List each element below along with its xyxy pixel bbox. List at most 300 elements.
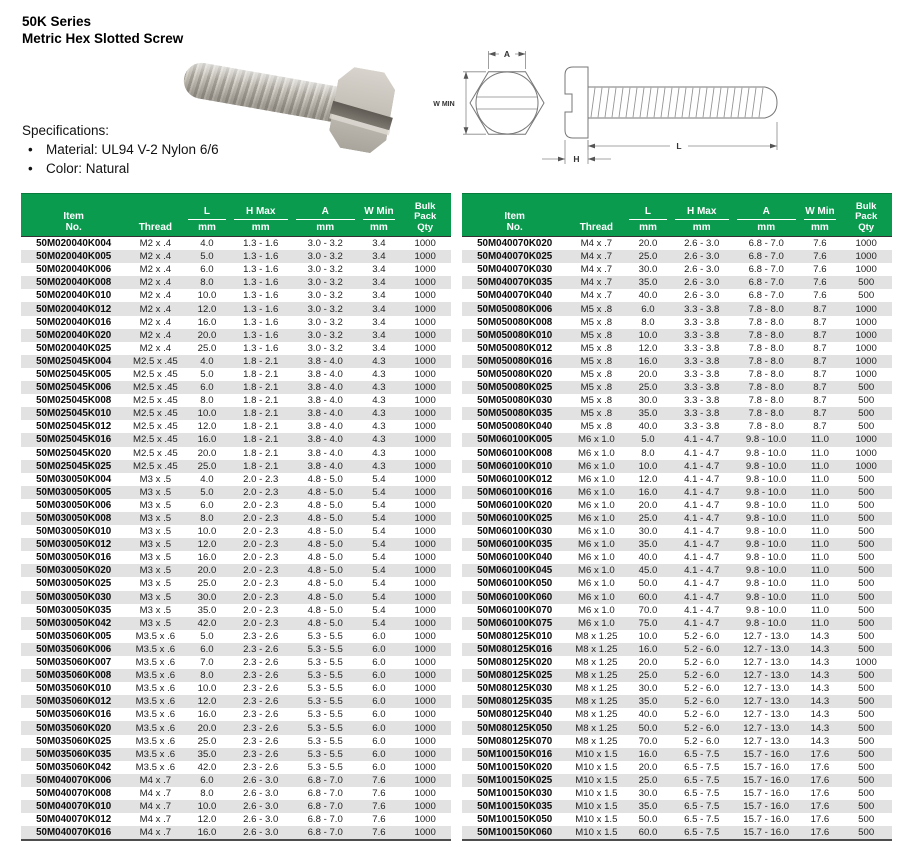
thread: M2.5 x .45 [132,395,178,407]
w-min-mm: 11.0 [810,434,829,446]
col-header-thread: Thread [126,194,184,237]
table-row [21,682,451,695]
length-mm: 42.0 [197,761,217,773]
h-max-mm: 1.3 - 1.6 [243,342,279,354]
item-no: 50M100150K030 [477,787,553,799]
item-no: 50M060100K010 [477,460,553,472]
a-mm: 6.8 - 7.0 [307,801,343,813]
bulk-pack-qty: 1000 [855,460,877,472]
table-row [21,826,451,840]
w-min-mm: 6.0 [372,696,386,708]
w-min-mm: 8.7 [813,368,827,380]
thread: M4 x .7 [580,264,613,276]
bulk-pack-qty: 1000 [855,251,877,263]
h-max-mm: 3.3 - 3.8 [684,382,720,394]
h-max-mm: 1.8 - 2.1 [243,434,279,446]
table-row [21,381,451,394]
length-mm: 50.0 [638,814,658,826]
thread: M3 x .5 [139,565,172,577]
thread: M8 x 1.25 [575,657,618,669]
bulk-pack-qty: 500 [858,526,875,538]
thread: M4 x .7 [139,787,172,799]
table-row [21,525,451,538]
length-mm: 20.0 [638,499,658,511]
dim-l-label: L [676,141,682,151]
length-mm: 6.0 [200,264,214,276]
a-mm: 4.8 - 5.0 [307,617,343,629]
table-row [21,813,451,826]
h-max-mm: 2.3 - 2.6 [243,748,279,760]
w-min-mm: 3.4 [372,329,386,341]
w-min-mm: 6.0 [372,748,386,760]
w-min-mm: 3.4 [372,251,386,263]
a-mm: 12.7 - 13.0 [743,709,790,721]
bulk-pack-qty: 1000 [414,329,436,341]
bulk-pack-qty: 1000 [855,329,877,341]
table-row [21,355,451,368]
item-no: 50M020040K016 [36,316,112,328]
w-min-mm: 6.0 [372,722,386,734]
bulk-pack-qty: 1000 [414,683,436,695]
w-min-mm: 7.6 [372,827,386,839]
a-mm: 7.8 - 8.0 [748,408,784,420]
table-row [462,250,892,263]
h-max-mm: 4.1 - 4.7 [684,460,720,472]
table-row [462,669,892,682]
bulk-pack-qty: 1000 [414,264,436,276]
thread: M3 x .5 [139,591,172,603]
length-mm: 16.0 [197,709,217,721]
length-mm: 12.0 [197,696,217,708]
table-row [462,604,892,617]
w-min-mm: 7.6 [813,264,827,276]
length-mm: 25.0 [638,670,658,682]
table-row [462,551,892,564]
item-no: 50M020040K010 [36,290,112,302]
h-max-mm: 4.1 - 4.7 [684,513,720,525]
table-row [21,420,451,433]
table-row [21,695,451,708]
a-mm: 7.8 - 8.0 [748,316,784,328]
item-no: 50M040070K035 [477,277,553,289]
thread: M10 x 1.5 [575,814,618,826]
a-mm: 3.8 - 4.0 [307,408,343,420]
thread: M3.5 x .6 [135,643,176,655]
w-min-mm: 6.0 [372,761,386,773]
a-mm: 6.8 - 7.0 [748,290,784,302]
h-max-mm: 1.3 - 1.6 [243,238,279,250]
table-row [21,394,451,407]
w-min-mm: 6.0 [372,709,386,721]
bulk-pack-qty: 1000 [414,801,436,813]
h-max-mm: 1.8 - 2.1 [243,368,279,380]
w-min-mm: 17.6 [810,827,830,839]
a-mm: 12.7 - 13.0 [743,683,790,695]
thread: M2.5 x .45 [132,421,178,433]
h-max-mm: 4.1 - 4.7 [684,565,720,577]
length-mm: 35.0 [197,604,217,616]
col-header-hmax: H Max mm [671,194,733,237]
w-min-mm: 5.4 [372,473,386,485]
h-max-mm: 3.3 - 3.8 [684,342,720,354]
a-mm: 6.8 - 7.0 [748,251,784,263]
thread: M6 x 1.0 [577,460,615,472]
a-mm: 3.0 - 3.2 [307,316,343,328]
bulk-pack-qty: 1000 [414,748,436,760]
a-mm: 9.8 - 10.0 [745,486,787,498]
length-mm: 6.0 [641,303,655,315]
h-max-mm: 1.3 - 1.6 [243,251,279,263]
table-row [21,499,451,512]
bulk-pack-qty: 1000 [855,657,877,669]
h-max-mm: 2.3 - 2.6 [243,722,279,734]
thread: M6 x 1.0 [577,617,615,629]
a-mm: 9.8 - 10.0 [745,552,787,564]
thread: M4 x .7 [580,238,613,250]
h-max-mm: 2.3 - 2.6 [243,643,279,655]
bulk-pack-qty: 500 [858,722,875,734]
h-max-mm: 4.1 - 4.7 [684,578,720,590]
front-view [433,49,544,134]
col-header-bulk: Bulk Pack Qty [399,194,451,237]
thread: M4 x .7 [139,827,172,839]
specifications-list [22,141,219,178]
length-mm: 60.0 [638,827,658,839]
thread: M3.5 x .6 [135,683,176,695]
w-min-mm: 8.7 [813,395,827,407]
length-mm: 16.0 [197,552,217,564]
h-max-mm: 6.5 - 7.5 [684,814,720,826]
a-mm: 15.7 - 16.0 [743,814,790,826]
length-mm: 8.0 [200,670,214,682]
a-mm: 7.8 - 8.0 [748,329,784,341]
w-min-mm: 6.0 [372,657,386,669]
w-min-mm: 3.4 [372,290,386,302]
bulk-pack-qty: 1000 [414,709,436,721]
length-mm: 30.0 [638,683,658,695]
h-max-mm: 4.1 - 4.7 [684,539,720,551]
a-mm: 15.7 - 16.0 [743,801,790,813]
col-header-hmax: H Max mm [230,194,292,237]
bulk-pack-qty: 1000 [414,447,436,459]
length-mm: 40.0 [638,290,658,302]
item-no: 50M030050K010 [36,526,112,538]
a-mm: 9.8 - 10.0 [745,591,787,603]
table-row [21,656,451,669]
item-no: 50M050080K035 [477,408,553,420]
thread: M2.5 x .45 [132,368,178,380]
item-no: 50M020040K020 [36,329,112,341]
w-min-mm: 4.3 [372,368,386,380]
bulk-pack-qty: 500 [858,709,875,721]
table-row [21,577,451,590]
w-min-mm: 3.4 [372,238,386,250]
h-max-mm: 4.1 - 4.7 [684,473,720,485]
bulk-pack-qty: 1000 [855,355,877,367]
table-row [21,289,451,302]
table-row [462,564,892,577]
length-mm: 35.0 [638,408,658,420]
thread: M8 x 1.25 [575,696,618,708]
w-min-mm: 11.0 [810,486,829,498]
table-row [462,787,892,800]
length-mm: 50.0 [638,722,658,734]
table-row [21,433,451,446]
parts-table-left [21,193,451,841]
h-max-mm: 6.5 - 7.5 [684,748,720,760]
a-mm: 4.8 - 5.0 [307,539,343,551]
h-max-mm: 2.6 - 3.0 [684,290,720,302]
item-no: 50M080125K030 [477,683,553,695]
w-min-mm: 6.0 [372,683,386,695]
a-mm: 3.8 - 4.0 [307,355,343,367]
thread: M5 x .8 [580,421,613,433]
h-max-mm: 2.3 - 2.6 [243,670,279,682]
a-mm: 3.8 - 4.0 [307,382,343,394]
thread: M6 x 1.0 [577,486,615,498]
h-max-mm: 1.8 - 2.1 [243,447,279,459]
length-mm: 20.0 [197,722,217,734]
item-no: 50M060100K075 [477,617,553,629]
bulk-pack-qty: 500 [858,761,875,773]
thread: M10 x 1.5 [575,801,618,813]
length-mm: 35.0 [638,696,658,708]
h-max-mm: 5.2 - 6.0 [684,696,720,708]
table-row [21,735,451,748]
length-mm: 5.0 [200,251,214,263]
thread: M10 x 1.5 [575,748,618,760]
a-mm: 3.8 - 4.0 [307,447,343,459]
w-min-mm: 4.3 [372,421,386,433]
h-max-mm: 3.3 - 3.8 [684,329,720,341]
bulk-pack-qty: 1000 [414,827,436,839]
bulk-pack-qty: 1000 [855,238,877,250]
length-mm: 25.0 [638,513,658,525]
table-row [21,368,451,381]
length-mm: 25.0 [197,578,217,590]
thread: M6 x 1.0 [577,591,615,603]
item-no: 50M060100K040 [477,552,553,564]
bulk-pack-qty: 1000 [414,696,436,708]
table-row [462,813,892,826]
bulk-pack-qty: 500 [858,670,875,682]
w-min-mm: 5.4 [372,591,386,603]
a-mm: 4.8 - 5.0 [307,591,343,603]
bulk-pack-qty: 500 [858,617,875,629]
bulk-pack-qty: 500 [858,421,875,433]
item-no: 50M060100K020 [477,499,553,511]
h-max-mm: 5.2 - 6.0 [684,683,720,695]
h-max-mm: 2.0 - 2.3 [243,565,279,577]
a-mm: 6.8 - 7.0 [307,814,343,826]
a-mm: 3.8 - 4.0 [307,368,343,380]
table-row [462,342,892,355]
w-min-mm: 5.4 [372,499,386,511]
a-mm: 9.8 - 10.0 [745,578,787,590]
item-no: 50M035060K025 [36,735,112,747]
thread: M3.5 x .6 [135,670,176,682]
col-header-a: A mm [292,194,359,237]
bulk-pack-qty: 500 [858,683,875,695]
bulk-pack-qty: 500 [858,552,875,564]
table-row [462,302,892,315]
h-max-mm: 2.0 - 2.3 [243,513,279,525]
h-max-mm: 2.6 - 3.0 [684,277,720,289]
length-mm: 6.0 [200,774,214,786]
a-mm: 5.3 - 5.5 [307,670,343,682]
a-mm: 9.8 - 10.0 [745,434,787,446]
thread: M6 x 1.0 [577,539,615,551]
table-row [462,486,892,499]
item-no: 50M035060K012 [36,696,112,708]
length-mm: 10.0 [638,329,658,341]
a-mm: 3.8 - 4.0 [307,434,343,446]
thread: M3 x .5 [139,499,172,511]
w-min-mm: 8.7 [813,382,827,394]
a-mm: 15.7 - 16.0 [743,761,790,773]
h-max-mm: 6.5 - 7.5 [684,774,720,786]
w-min-mm: 11.0 [810,499,829,511]
col-header-a: A mm [733,194,800,237]
bulk-pack-qty: 1000 [855,264,877,276]
length-mm: 35.0 [638,539,658,551]
thread: M2 x .4 [139,264,172,276]
thread: M2 x .4 [139,303,172,315]
h-max-mm: 5.2 - 6.0 [684,657,720,669]
item-no: 50M030050K008 [36,513,112,525]
a-mm: 7.8 - 8.0 [748,355,784,367]
length-mm: 6.0 [200,499,214,511]
bulk-pack-qty: 1000 [414,670,436,682]
col-header-l: L mm [625,194,670,237]
w-min-mm: 14.3 [810,735,830,747]
a-mm: 9.8 - 10.0 [745,460,787,472]
table-row [462,643,892,656]
w-min-mm: 6.0 [372,670,386,682]
a-mm: 7.8 - 8.0 [748,342,784,354]
bulk-pack-qty: 500 [858,395,875,407]
bulk-pack-qty: 500 [858,787,875,799]
w-min-mm: 14.3 [810,722,830,734]
h-max-mm: 3.3 - 3.8 [684,303,720,315]
thread: M8 x 1.25 [575,735,618,747]
h-max-mm: 1.3 - 1.6 [243,264,279,276]
table-row [462,289,892,302]
a-mm: 7.8 - 8.0 [748,395,784,407]
a-mm: 5.3 - 5.5 [307,630,343,642]
bulk-pack-qty: 500 [858,565,875,577]
thread: M6 x 1.0 [577,473,615,485]
a-mm: 6.8 - 7.0 [748,264,784,276]
w-min-mm: 5.4 [372,565,386,577]
bulk-pack-qty: 1000 [414,434,436,446]
item-no: 50M030050K005 [36,486,112,498]
bulk-pack-qty: 1000 [414,513,436,525]
table-row [21,263,451,276]
w-min-mm: 6.0 [372,735,386,747]
item-no: 50M060100K025 [477,513,553,525]
w-min-mm: 17.6 [810,801,830,813]
a-mm: 15.7 - 16.0 [743,787,790,799]
table-row [462,748,892,761]
item-no: 50M050080K040 [477,421,553,433]
thread: M10 x 1.5 [575,774,618,786]
length-mm: 5.0 [200,630,214,642]
item-no: 50M040070K020 [477,238,553,250]
w-min-mm: 11.0 [810,447,829,459]
bulk-pack-qty: 1000 [414,787,436,799]
h-max-mm: 1.3 - 1.6 [243,316,279,328]
a-mm: 4.8 - 5.0 [307,604,343,616]
a-mm: 5.3 - 5.5 [307,748,343,760]
col-header-item: Item No. [462,194,567,237]
bulk-pack-qty: 1000 [414,382,436,394]
bulk-pack-qty: 1000 [414,290,436,302]
thread: M3 x .5 [139,539,172,551]
h-max-mm: 2.6 - 3.0 [243,774,279,786]
thread: M3 x .5 [139,617,172,629]
w-min-mm: 14.3 [810,643,830,655]
thread: M3 x .5 [139,526,172,538]
bulk-pack-qty: 1000 [414,722,436,734]
w-min-mm: 8.7 [813,303,827,315]
thread: M3.5 x .6 [135,657,176,669]
item-no: 50M100150K016 [477,748,553,760]
length-mm: 4.0 [200,473,214,485]
length-mm: 25.0 [638,251,658,263]
a-mm: 5.3 - 5.5 [307,683,343,695]
col-header-thread: Thread [567,194,625,237]
length-mm: 25.0 [197,460,217,472]
bulk-pack-qty: 500 [858,539,875,551]
thread: M2.5 x .45 [132,447,178,459]
h-max-mm: 2.0 - 2.3 [243,604,279,616]
length-mm: 10.0 [197,408,217,420]
item-no: 50M060100K050 [477,578,553,590]
length-mm: 50.0 [638,578,658,590]
item-no: 50M060100K045 [477,565,553,577]
thread: M3 x .5 [139,604,172,616]
w-min-mm: 6.0 [372,630,386,642]
thread: M10 x 1.5 [575,761,618,773]
a-mm: 4.8 - 5.0 [307,526,343,538]
table-row [21,276,451,289]
thread: M8 x 1.25 [575,670,618,682]
length-mm: 5.0 [200,368,214,380]
table-row [462,708,892,721]
h-max-mm: 5.2 - 6.0 [684,670,720,682]
thread: M3 x .5 [139,578,172,590]
item-no: 50M100150K035 [477,801,553,813]
thread: M6 x 1.0 [577,604,615,616]
h-max-mm: 4.1 - 4.7 [684,499,720,511]
table-row [21,564,451,577]
bulk-pack-qty: 1000 [414,238,436,250]
h-max-mm: 4.1 - 4.7 [684,591,720,603]
w-min-mm: 11.0 [810,565,829,577]
w-min-mm: 7.6 [813,251,827,263]
thread: M6 x 1.0 [577,447,615,459]
w-min-mm: 5.4 [372,513,386,525]
item-no: 50M025045K005 [36,368,112,380]
thread: M2.5 x .45 [132,408,178,420]
bulk-pack-qty: 1000 [855,447,877,459]
thread: M6 x 1.0 [577,578,615,590]
thread: M3.5 x .6 [135,722,176,734]
bulk-pack-qty: 1000 [414,735,436,747]
w-min-mm: 17.6 [810,787,830,799]
thread: M2.5 x .45 [132,434,178,446]
